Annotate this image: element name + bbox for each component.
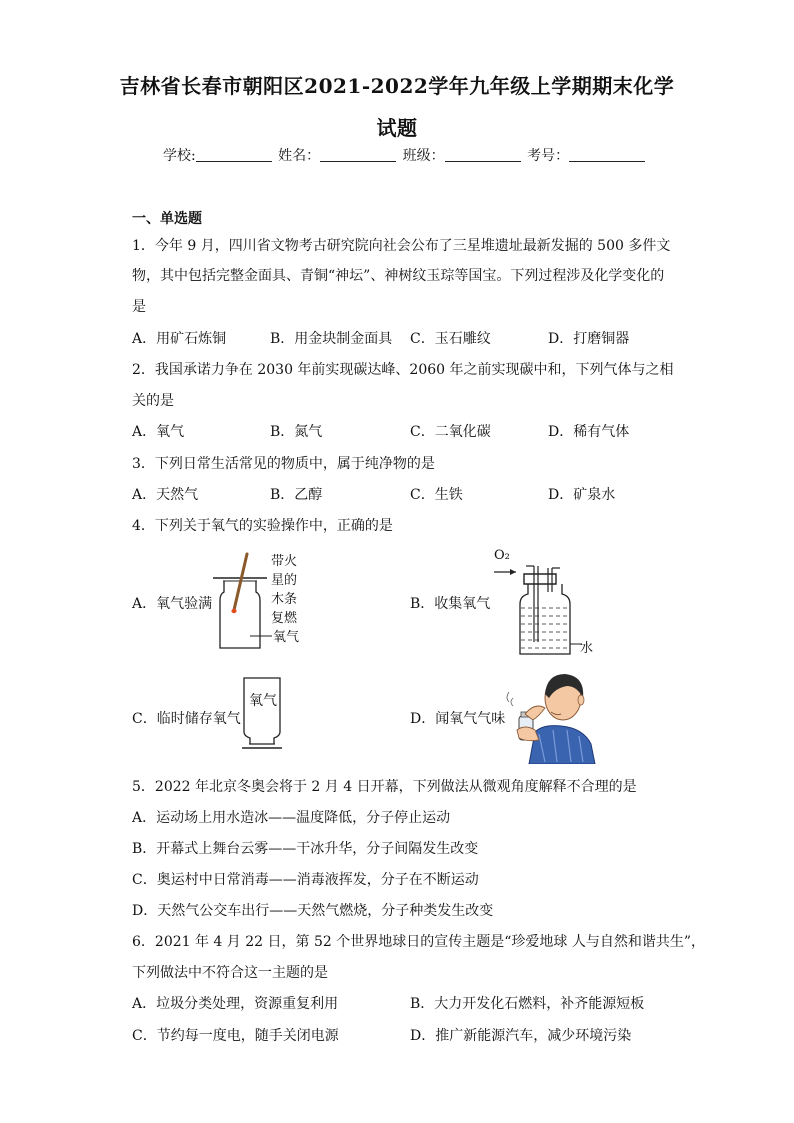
q4-option-d[interactable]: D．闻氧气气味 <box>410 711 506 727</box>
gas-collection-bottle-figure <box>490 562 590 658</box>
section-heading: 一、单选题 <box>132 211 202 227</box>
student-info-row <box>163 145 647 165</box>
q5-option-d[interactable]: D．天然气公交车出行——天然气燃烧，分子种类发生改变 <box>132 903 494 919</box>
question-3-text: 3．下列日常生活常见的物质中，属于纯净物的是 <box>132 456 435 472</box>
q1-option-d[interactable]: D．打磨铜器 <box>548 331 630 347</box>
question-5-text: 5．2022 年北京冬奥会将于 2 月 4 日开幕，下列做法从微观角度解释不合理的是 <box>132 779 637 795</box>
name-blank[interactable] <box>320 147 396 162</box>
fig-a-label: 星的 <box>271 573 298 588</box>
q6-option-a[interactable]: A．垃圾分类处理，资源重复利用 <box>132 996 339 1012</box>
q4-option-a[interactable]: A．氧气验满 <box>132 596 213 612</box>
exam-number-label: 考号： <box>527 148 570 164</box>
question-6-text: 6．2021 年 4 月 22 日，第 52 个世界地球日的宣传主题是“珍爱地球 人与自然和谐共生”， <box>132 934 705 950</box>
question-4-text: 4．下列关于氧气的实验操作中，正确的是 <box>132 518 393 534</box>
q5-option-a[interactable]: A．运动场上用水造冰——温度降低，分子停止运动 <box>132 810 451 826</box>
q5-option-b[interactable]: B．开幕式上舞台云雾——干冰升华，分子间隔发生改变 <box>132 841 479 857</box>
q3-option-b[interactable]: B．乙醇 <box>270 487 323 503</box>
fig-a-label: 带火 <box>271 554 298 569</box>
question-2-text: 关的是 <box>132 393 174 409</box>
q4-option-c[interactable]: C．临时储存氧气 <box>132 711 241 727</box>
label-pointer-line <box>250 634 272 638</box>
q2-option-a[interactable]: A．氧气 <box>132 424 185 440</box>
q2-option-c[interactable]: C．二氧化碳 <box>410 424 491 440</box>
q6-option-c[interactable]: C．节约每一度电，随手关闭电源 <box>132 1028 339 1044</box>
q1-option-b[interactable]: B．用金块制金面具 <box>270 331 393 347</box>
q2-option-d[interactable]: D．稀有气体 <box>548 424 630 440</box>
question-1-text: 1．今年 9 月，四川省文物考古研究院向社会公布了三星堆遗址最新发掘的 500 多件文 <box>132 238 671 254</box>
fig-b-gas-label: O₂ <box>494 548 510 563</box>
q1-option-a[interactable]: A．用矿石炼铜 <box>132 331 227 347</box>
q5-option-c[interactable]: C．奥运村中日常消毒——消毒液挥发，分子在不断运动 <box>132 872 479 888</box>
question-1-text: 物，其中包括完整金面具、青铜“神坛”、神树纹玉琮等国宝。下列过程涉及化学变化的 <box>132 268 665 284</box>
q3-option-c[interactable]: C．生铁 <box>410 487 463 503</box>
question-1-text: 是 <box>132 299 146 315</box>
school-blank[interactable] <box>196 147 272 162</box>
page-title: 吉林省长春市朝阳区2021-2022学年九年级上学期期末化学 <box>119 74 675 98</box>
q6-option-b[interactable]: B．大力开发化石燃料，补齐能源短板 <box>410 996 645 1012</box>
fig-a-label: 木条 <box>271 592 298 607</box>
exam-number-blank[interactable] <box>569 147 645 162</box>
fig-a-label: 氧气 <box>273 630 300 645</box>
q3-option-a[interactable]: A．天然气 <box>132 487 199 503</box>
class-blank[interactable] <box>445 147 521 162</box>
q1-option-c[interactable]: C．玉石雕纹 <box>410 331 491 347</box>
fig-b-water-label: 水 <box>580 641 594 656</box>
q2-option-b[interactable]: B．氮气 <box>270 424 323 440</box>
school-label: 学校: <box>163 148 196 164</box>
fig-c-label: 氧气 <box>249 693 277 709</box>
question-6-text: 下列做法中不符合这一主题的是 <box>132 965 328 981</box>
q3-option-d[interactable]: D．矿泉水 <box>548 487 616 503</box>
page-title-continued: 试题 <box>376 116 418 140</box>
inverted-gas-bottle-figure <box>240 676 284 752</box>
fig-a-label: 复燃 <box>271 611 298 626</box>
smelling-gas-illustration <box>505 668 601 764</box>
q6-option-d[interactable]: D．推广新能源汽车，减少环境污染 <box>410 1028 632 1044</box>
class-label: 班级： <box>402 148 445 164</box>
question-2-text: 2．我国承诺力争在 2030 年前实现碳达峰、2060 年之前实现碳中和，下列气体与之相 <box>132 362 674 378</box>
q4-option-b[interactable]: B．收集氧气 <box>410 596 491 612</box>
name-label: 姓名： <box>278 148 321 164</box>
